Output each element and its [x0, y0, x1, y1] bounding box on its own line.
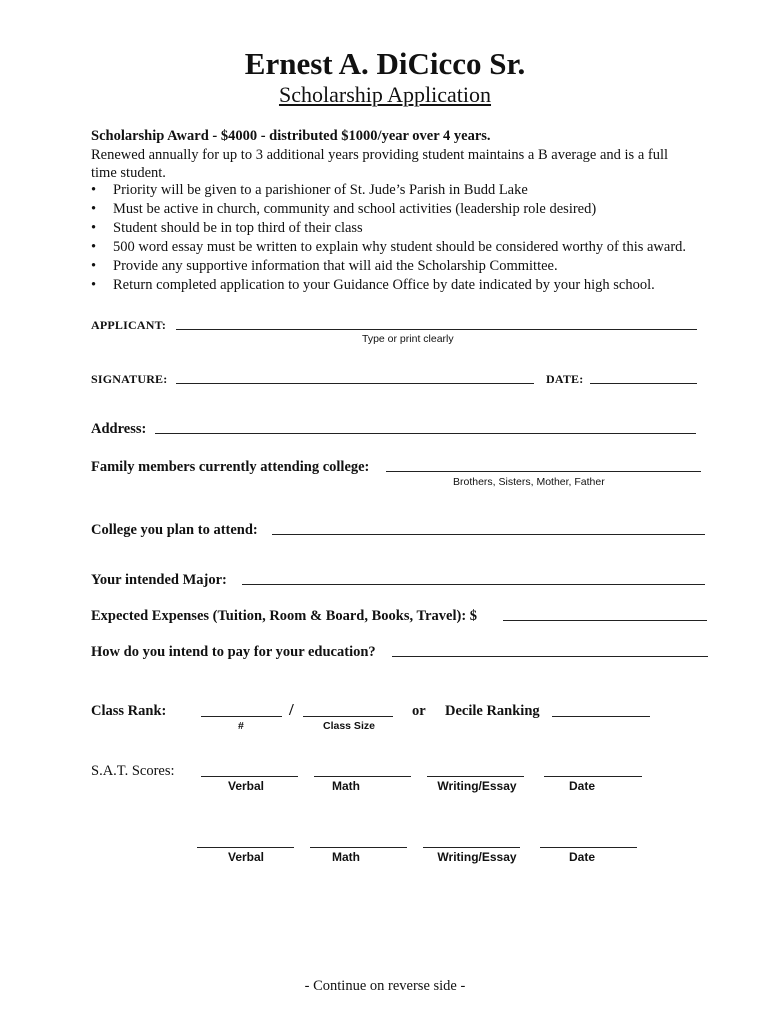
- pay-field[interactable]: [392, 656, 708, 657]
- date-label: DATE:: [546, 372, 584, 386]
- major-label: Your intended Major:: [91, 572, 227, 588]
- class-size-field[interactable]: [303, 716, 393, 717]
- sat-writing-label: Writing/Essay: [437, 779, 517, 793]
- sat-verbal-field-2[interactable]: [197, 847, 294, 848]
- sat-date-field[interactable]: [544, 776, 642, 777]
- award-line: Scholarship Award - $4000 - distributed $1000/year over 4 years.: [91, 128, 491, 144]
- sat-date-label-2: Date: [568, 850, 595, 864]
- class-size-hint: Class Size: [323, 720, 375, 732]
- class-rank-field[interactable]: [201, 716, 282, 717]
- sat-verbal-label: Verbal: [227, 779, 265, 793]
- family-label: Family members currently attending college:: [91, 459, 370, 475]
- sat-label: S.A.T. Scores:: [91, 763, 175, 779]
- bullet-symbol: •: [91, 220, 97, 236]
- applicant-label: APPLICANT:: [91, 318, 167, 332]
- bullet-item: • 500 word essay must be written to explain why student should be considered worthy of this award.: [91, 239, 687, 255]
- bullet-symbol: •: [91, 258, 97, 274]
- bullet-symbol: •: [91, 201, 97, 217]
- address-label: Address:: [91, 421, 147, 437]
- sat-date-field-2[interactable]: [540, 847, 637, 848]
- applicant-field[interactable]: [176, 329, 697, 330]
- decile-field[interactable]: [552, 716, 650, 717]
- signature-label: SIGNATURE:: [91, 372, 168, 386]
- address-field[interactable]: [155, 433, 696, 434]
- rank-slash: /: [289, 700, 294, 719]
- sat-math-field-2[interactable]: [310, 847, 407, 848]
- sat-math-label-2: Math: [332, 850, 360, 864]
- college-field[interactable]: [272, 534, 705, 535]
- sat-math-field[interactable]: [314, 776, 411, 777]
- page-title: Ernest A. DiCicco Sr.: [244, 46, 526, 81]
- expenses-label: Expected Expenses (Tuition, Room & Board, Books, Travel): $: [91, 608, 478, 624]
- bullet-symbol: •: [91, 277, 97, 293]
- rank-hint: #: [238, 720, 244, 732]
- bullet-symbol: •: [91, 182, 97, 198]
- bullet-item: • Student should be in top third of their class: [91, 220, 363, 236]
- sat-writing-label-2: Writing/Essay: [437, 850, 517, 864]
- sat-date-label: Date: [568, 779, 595, 793]
- pay-label: How do you intend to pay for your education?: [91, 644, 376, 660]
- sat-writing-field-2[interactable]: [423, 847, 520, 848]
- sat-verbal-label-2: Verbal: [227, 850, 265, 864]
- bullet-item: • Provide any supportive information that will aid the Scholarship Committee.: [91, 258, 558, 274]
- page-subtitle: Scholarship Application: [278, 82, 492, 107]
- decile-label: Decile Ranking: [445, 703, 540, 719]
- sat-math-label: Math: [332, 779, 360, 793]
- or-label: or: [412, 703, 426, 719]
- bullet-item: • Return completed application to your Guidance Office by date indicated by your high school.: [91, 277, 655, 293]
- date-field[interactable]: [590, 383, 697, 384]
- bullet-item: • Priority will be given to a parishioner of St. Jude’s Parish in Budd Lake: [91, 182, 528, 198]
- family-hint: Brothers, Sisters, Mother, Father: [453, 476, 605, 488]
- college-label: College you plan to attend:: [91, 522, 258, 538]
- family-field[interactable]: [386, 471, 701, 472]
- bullet-symbol: •: [91, 239, 97, 255]
- renewal-line-2: time student.: [91, 165, 166, 181]
- bullet-item: • Must be active in church, community and school activities (leadership role desired): [91, 201, 597, 217]
- expenses-field[interactable]: [503, 620, 707, 621]
- applicant-hint: Type or print clearly: [362, 333, 454, 345]
- class-rank-label: Class Rank:: [91, 703, 167, 719]
- signature-field[interactable]: [176, 383, 534, 384]
- continue-note: - Continue on reverse side -: [304, 978, 466, 994]
- major-field[interactable]: [242, 584, 705, 585]
- sat-verbal-field[interactable]: [201, 776, 298, 777]
- renewal-line-1: Renewed annually for up to 3 additional years providing student maintains a B average and is a full: [91, 147, 669, 163]
- sat-writing-field[interactable]: [427, 776, 524, 777]
